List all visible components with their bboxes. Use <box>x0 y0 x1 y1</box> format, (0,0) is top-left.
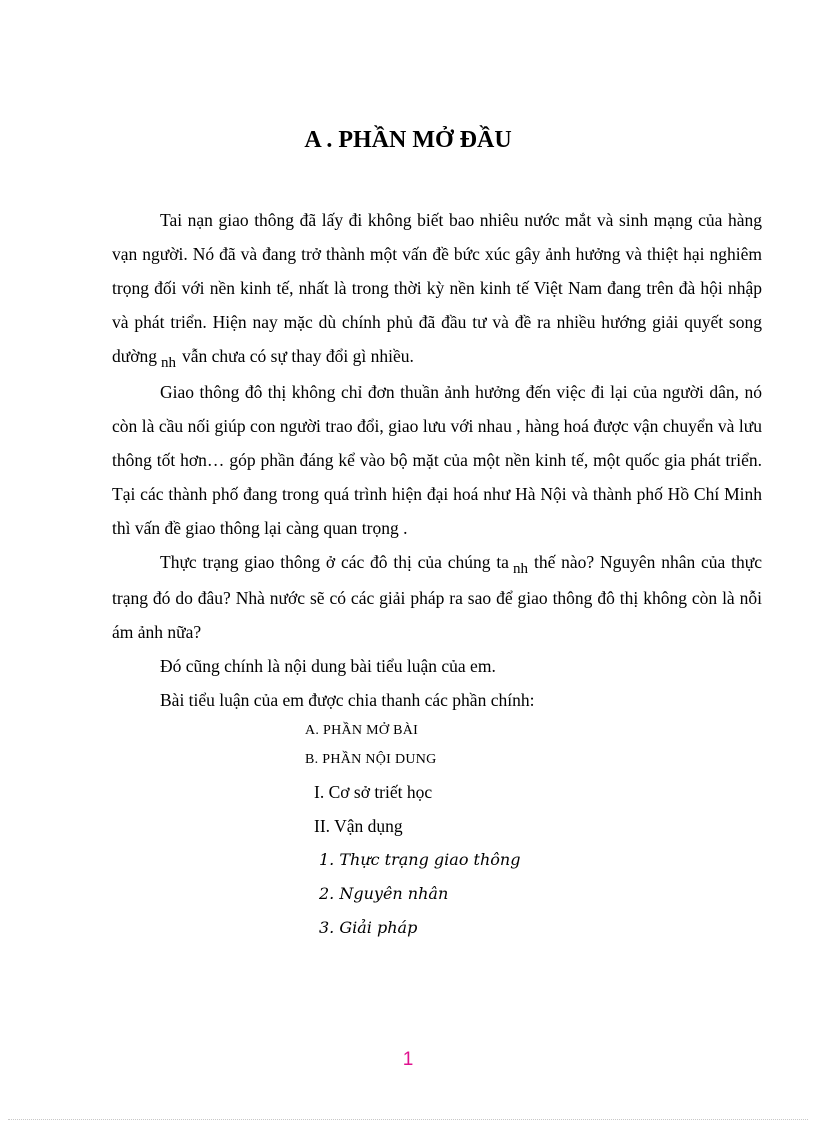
outline-item-3: 3. Giải pháp <box>319 918 418 937</box>
outline-section-1: I. Cơ sở triết học <box>314 782 433 802</box>
page-number: 1 <box>402 1049 414 1070</box>
outline-part-b: B. PHẦN NỘI DUNG <box>305 752 437 767</box>
outline-part-a: A. PHẦN MỞ BÀI <box>305 723 419 738</box>
outline-item-2: 2. Nguyên nhân <box>319 884 449 903</box>
paragraph-1-text-end: vẫn chưa có sự thay đổi gì nhiều. <box>182 346 414 366</box>
paragraph-3-text: Thực trạng giao thông ở các đô thị của chúng ta <box>160 552 509 572</box>
intro-body <box>112 203 762 717</box>
paragraph-2: Giao thông đô thị không chỉ đơn thuần ảnh hưởng đến việc đi lại của người dân, nó còn là cầu nối giúp con người trao đổi, giao lưu với nhau , hàng hoá được vận chuyển và lưu thông tốt hơn… góp phần đáng kể vào bộ mặt của một nền kinh tế, một quốc gia phát triển. Tại các thành phố đang trong quá trình hiện đại hoá như Hà Nội và thành phố Hồ Chí Minh thì vấn đề giao thông lại càng quan trọng . <box>112 382 762 538</box>
page-title: A . PHẦN MỞ ĐẦU <box>304 127 512 153</box>
paragraph-3-text-end: thế nào? Nguyên nhân của thực trạng đó do đâu? Nhà nước sẽ có các giải pháp ra sao để giao thông đô thị không còn là nỗi ám ảnh nữa? <box>112 552 762 642</box>
paragraph-5: Bài tiểu luận của em được chia thanh các phần chính: <box>160 690 535 710</box>
outline-item-1: 1. Thực trạng giao thông <box>319 850 521 869</box>
paragraph-3-subscript: nh <box>512 561 528 577</box>
paragraph-4: Đó cũng chính là nội dung bài tiểu luận của em. <box>160 656 496 676</box>
paragraph-1 <box>112 203 762 375</box>
paragraph-1-subscript: nh <box>161 355 176 371</box>
paragraph-1-text: Tai nạn giao thông đã lấy đi không biết bao nhiêu nước mắt và sinh mạng của hàng vạn người. Nó đã và đang trở thành một vấn đề bức xúc gây ảnh hưởng và thiệt hại nghiêm trọng đối với nền kinh tế, nhất là trong thời kỳ nền kinh tế Việt Nam đang trên đà hội nhập và phát triển. Hiện nay mặc dù chính phủ đã đầu tư và đề ra nhiều hướng giải quyết song dường <box>112 210 762 366</box>
paragraph-3 <box>112 545 762 649</box>
page-bottom-divider <box>8 1119 808 1120</box>
outline-section-2: II. Vận dụng <box>314 816 403 836</box>
